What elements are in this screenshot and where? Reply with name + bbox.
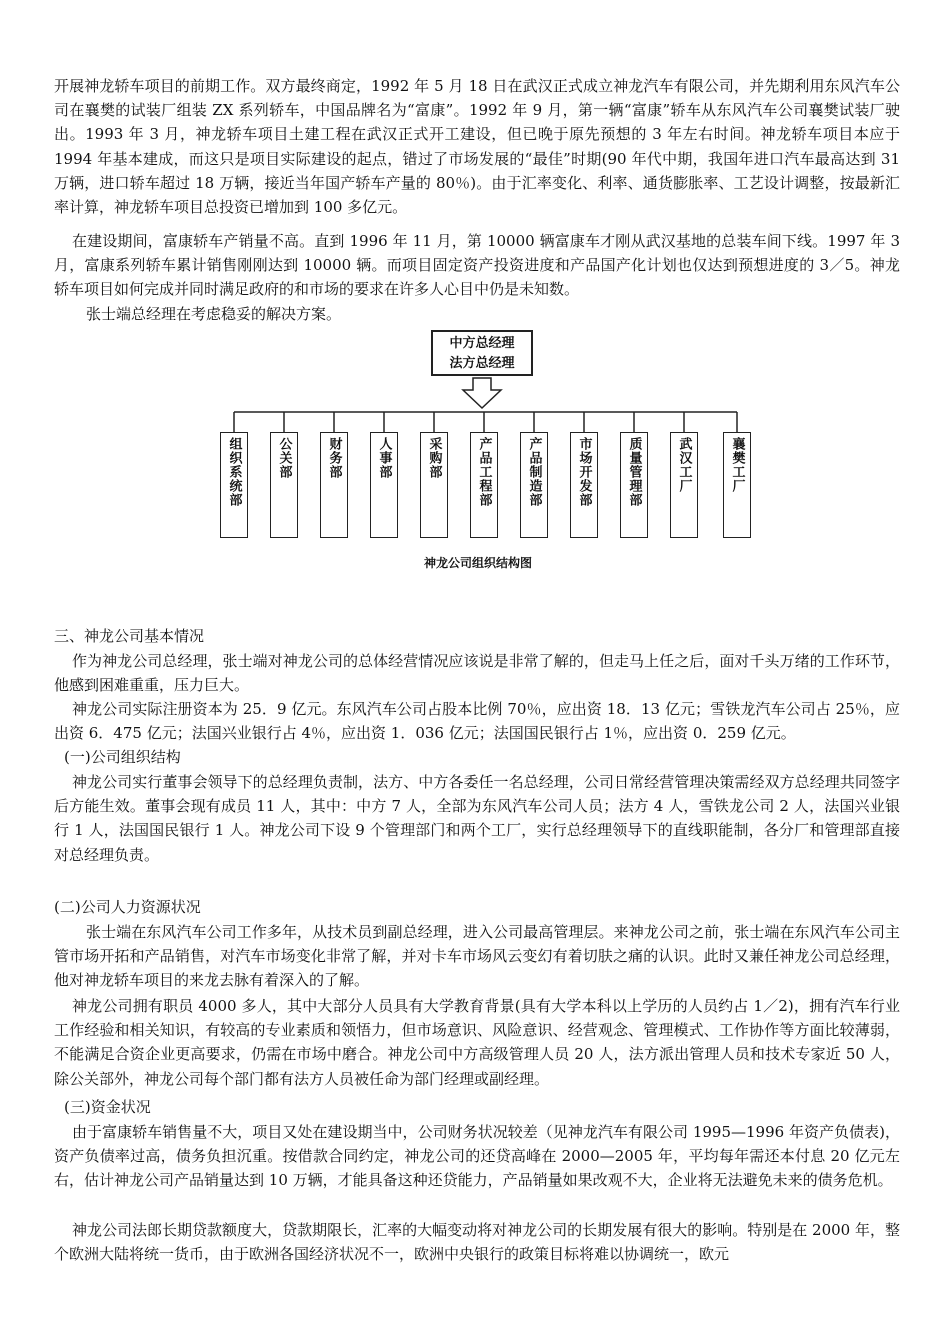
subsection-3-paragraph-2: 神龙公司法郎长期贷款额度大，贷款期限长，汇率的大幅变动将对神龙公司的长期发展有很大的影响。特别是在 2000 年，整个欧洲大陆将统一货币，由于欧洲各国经济状况不一，欧洲中央银行的政策目标将难以协调统一，欧元: [54, 1221, 900, 1264]
top-box-line-2: 法方总经理: [449, 356, 515, 371]
dept-box: 人事部: [370, 432, 398, 538]
org-chart-caption: 神龙公司组织结构图: [424, 556, 533, 570]
down-arrow: [463, 378, 501, 408]
section-3-paragraph-1: 作为神龙公司总经理，张士端对神龙公司的总体经营情况应该说是非常了解的，但走马上任之后，面对千头万绪的工作环节，他感到困难重重，压力巨大。: [54, 652, 900, 695]
dept-box: 武汉工厂: [670, 432, 698, 538]
dept-box: 公关部: [270, 432, 298, 538]
org-chart: [200, 328, 770, 578]
top-box-line-1: 中方总经理: [449, 336, 515, 351]
dept-box: 产品制造部: [520, 432, 548, 538]
top-management-box: [431, 330, 533, 376]
drop-lines: [234, 412, 737, 432]
intro-paragraph-2: 在建设期间，富康轿车产销量不高。直到 1996 年 11 月，第 10000 辆富康车才刚从武汉基地的总装车间下线。1997 年 3 月，富康系列轿车累计销售刚刚达到 10000 辆。而项目固定资产投资进度和产品国产化计划也仅达到预想进度的 3／5。神龙轿车项目如何完成并同时满足政府的和市场的要求在许多人心目中仍是未知数。: [54, 232, 900, 299]
subsection-1-heading: (一)公司组织结构: [64, 748, 181, 766]
intro-paragraph-1: 开展神龙轿车项目的前期工作。双方最终商定，1992 年 5 月 18 日在武汉正式成立神龙汽车有限公司，并先期利用东风汽车公司在襄樊的试装厂组装 ZX 系列轿车，中国品牌名为“富康”。1992 年 9 月，第一辆“富康”轿车从东风汽车公司襄樊试装厂驶出。1993 年 3 月，神龙轿车项目土建工程在武汉正式开工建设，但已晚于原先预想的 3 年左右时间。神龙轿车项目本应于 1994 年基本建成，而这只是项目实际建设的起点，错过了市场发展的“最佳”时期(90 年代中期，我国年进口汽车最高达到 31 万辆，进口轿车超过 18 万辆，接近当年国产轿车产量的 80％)。由于汇率变化、利率、通货膨胀率、工艺设计调整，按最新汇率计算，神龙轿车项目总投资已增加到 100 多亿元。: [54, 77, 900, 217]
dept-box: 产品工程部: [470, 432, 498, 538]
subsection-2-paragraph-2: 神龙公司拥有职员 4000 多人，其中大部分人员具有大学教育背景(具有大学本科以上学历的人员约占 1／2)，拥有汽车行业工作经验和相关知识，有较高的专业素质和领悟力，但市场意识、风险意识、经营观念、管理模式、工作协作等方面比较薄弱，不能满足合资企业更高要求，仍需在市场中磨合。神龙公司中方高级管理人员 20 人，法方派出管理人员和技术专家近 50 人，除公关部外，神龙公司每个部门都有法方人员被任命为部门经理或副经理。: [54, 997, 900, 1088]
dept-box: 财务部: [320, 432, 348, 538]
subsection-1-paragraph: 神龙公司实行董事会领导下的总经理负责制，法方、中方各委任一名总经理，公司日常经营管理决策需经双方总经理共同签字后方能生效。董事会现有成员 11 人，其中：中方 7 人，全部为东风汽车公司人员；法方 4 人，雪铁龙公司 2 人，法国兴业银行 1 人，法国国民银行 1 人。神龙公司下设 9 个管理部门和两个工厂，实行总经理领导下的直线职能制，各分厂和管理部直接对总经理负责。: [54, 773, 900, 864]
subsection-3-heading: (三)资金状况: [64, 1098, 151, 1116]
intro-paragraph-3: 张士端总经理在考虑稳妥的解决方案。: [86, 305, 342, 323]
section-3-heading: 三、神龙公司基本情况: [54, 627, 205, 645]
dept-box: 质量管理部: [620, 432, 648, 538]
dept-box: 采购部: [420, 432, 448, 538]
subsection-2-paragraph-1: 张士端在东风汽车公司工作多年，从技术员到副总经理，进入公司最高管理层。来神龙公司之前，张士端在东风汽车公司主管市场开拓和产品销售，对汽车市场变化非常了解，并对卡车市场风云变幻有着切肤之痛的认识。此时又兼任神龙公司总经理，他对神龙轿车项目的来龙去脉有着深入的了解。: [54, 923, 900, 990]
subsection-3-paragraph-1: 由于富康轿车销售量不大，项目又处在建设期当中，公司财务状况较差（见神龙汽车有限公司 1995—1996 年资产负债表)，资产负债率过高，债务负担沉重。按借款合同约定，神龙公司的还贷高峰在 2000—2005 年，平均每年需还本付息 20 亿元左右，估计神龙公司产品销量达到 10 万辆，才能具备这种还贷能力，产品销量如果改观不大，企业将无法避免未来的债务危机。: [54, 1123, 900, 1190]
subsection-2-heading: (二)公司人力资源状况: [54, 898, 201, 916]
section-3-paragraph-2: 神龙公司实际注册资本为 25．9 亿元。东风汽车公司占股本比例 70％，应出资 18．13 亿元；雪铁龙汽车公司占 25％，应出资 6．475 亿元；法国兴业银行占 4％，应出资 1．036 亿元；法国国民银行占 1％，应出资 0．259 亿元。: [54, 700, 900, 743]
dept-box: 襄樊工厂: [723, 432, 751, 538]
dept-box: 组织系统部: [220, 432, 248, 538]
dept-box: 市场开发部: [570, 432, 598, 538]
